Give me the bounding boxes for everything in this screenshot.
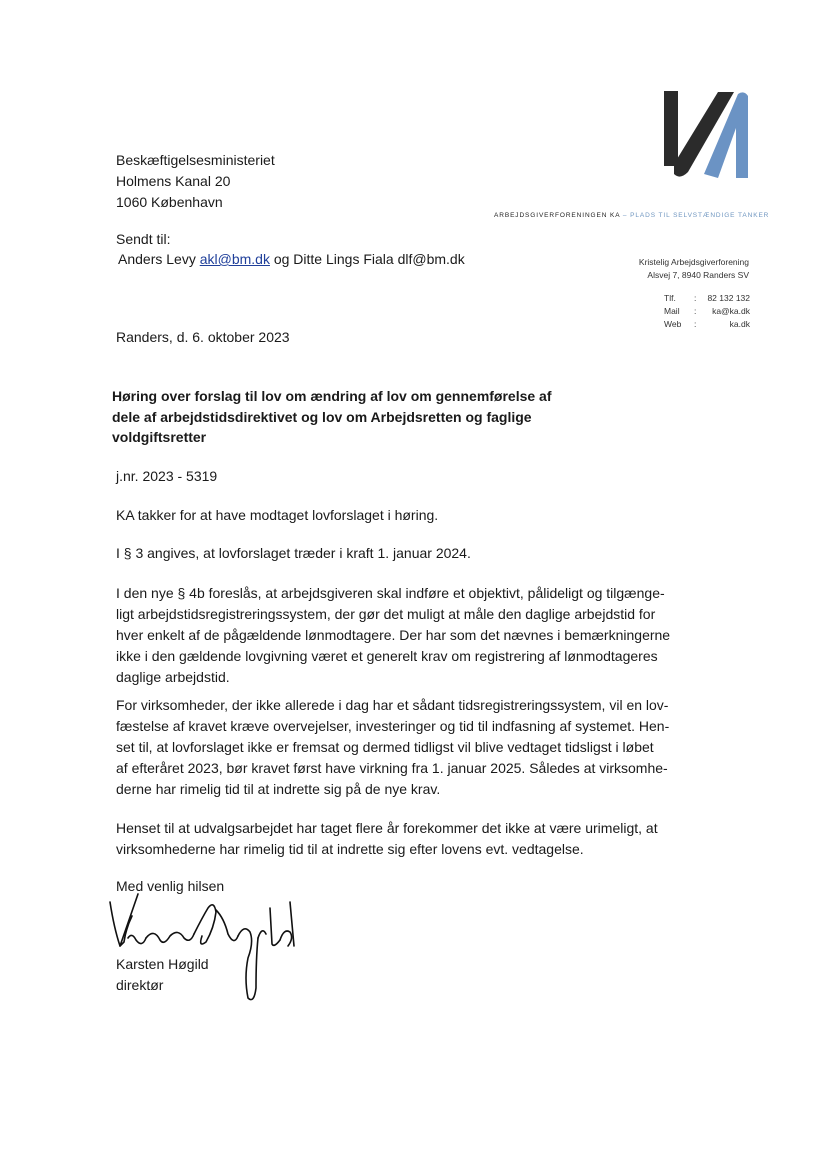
sender-organization (639, 256, 749, 282)
recipient-person-1: Anders Levy (118, 251, 196, 267)
signer-title: direktør (116, 977, 164, 993)
ka-logo (660, 88, 752, 180)
text-line: Henset til at udvalgsarbejdet har taget flere år forekommer det ikke at være urimeligt, at (116, 820, 658, 836)
contact-web: Web : ka.dk (664, 319, 750, 329)
text-line: af efteråret 2023, bør kravet først have virkning fra 1. januar 2025. Således at virksomhe- (116, 760, 668, 776)
letter-subject: Høring over forslag til lov om ændring af lov om gennemførelse af dele af arbejdstidsdirektivet og lov om Arbejdsretten og faglige voldgiftsretter (112, 388, 552, 445)
sent-to-label: Sendt til: (116, 231, 171, 247)
recipient-address (116, 150, 275, 213)
recipient-person-2: og Ditte Lings Fiala dlf@bm.dk (273, 251, 465, 267)
journal-number: j.nr. 2023 - 5319 (116, 468, 218, 484)
recipient-city: 1060 København (116, 194, 223, 210)
text-line: ikke i den gældende lovgivning været et generelt krav om registrering af lønmodtageres (116, 648, 658, 664)
signer-block (116, 954, 209, 996)
text-line: set til, at lovforslaget ikke er fremsat og dermed tidligst vil blive vedtaget tidsligst i løbet (116, 739, 654, 755)
paragraph-4 (116, 695, 669, 800)
contact-mail: Mail : ka@ka.dk (664, 306, 750, 316)
paragraph-2 (116, 543, 471, 564)
logo-stroke-dark-vertical (664, 91, 678, 166)
text-line: virksomhederne har rimelig tid til at indrette sig efter lovens evt. vedtagelse. (116, 841, 584, 857)
closing-greeting: Med venlig hilsen (116, 878, 225, 894)
paragraph-1 (116, 505, 438, 526)
letterhead-tagline: ARBEJDSGIVERFORENINGEN KA – PLADS TIL SELVSTÆNDIGE TANKER (494, 212, 770, 219)
text-line: KA takker for at have modtaget lovforslaget i høring. (116, 507, 439, 523)
letter-date: Randers, d. 6. oktober 2023 (116, 329, 290, 345)
text-line: ligt arbejdstidsregistreringssystem, der gør det muligt at måle den daglige arbejdstid for (116, 606, 656, 622)
recipient-email-link[interactable]: akl@bm.dk (199, 251, 270, 267)
text-line: I den nye § 4b foreslås, at arbejdsgiveren skal indføre et objektivt, pålideligt og tilgænge- (116, 585, 665, 601)
org-address: Alsvej 7, 8940 Randers SV (647, 270, 749, 280)
contact-phone: Tlf. : 82 132 132 (664, 293, 750, 303)
text-line: fæstelse af kravet kræve overvejelser, investeringer og tid til indfasning af systemet. Hen- (116, 718, 670, 734)
signer-name: Karsten Høgild (116, 956, 209, 972)
recipient-org: Beskæftigelsesministeriet (116, 152, 275, 168)
text-line: derne har rimelig tid til at indrette sig på de nye krav. (116, 781, 441, 797)
contact-details (664, 292, 750, 331)
text-line: daglige arbejdstid. (116, 669, 230, 685)
org-name: Kristelig Arbejdsgiverforening (638, 257, 749, 267)
text-line: I § 3 angives, at lovforslaget træder i kraft 1. januar 2024. (116, 545, 471, 561)
recipient-persons (118, 249, 465, 270)
paragraph-3 (116, 583, 670, 688)
text-line: hver enkelt af de pågældende lønmodtagere. Der har som det nævnes i bemærkningerne (116, 627, 671, 643)
text-line: For virksomheder, der ikke allerede i dag har et sådant tidsregistreringssystem, vil en lov- (116, 697, 669, 713)
recipient-street: Holmens Kanal 20 (116, 173, 231, 189)
paragraph-5 (116, 818, 658, 860)
